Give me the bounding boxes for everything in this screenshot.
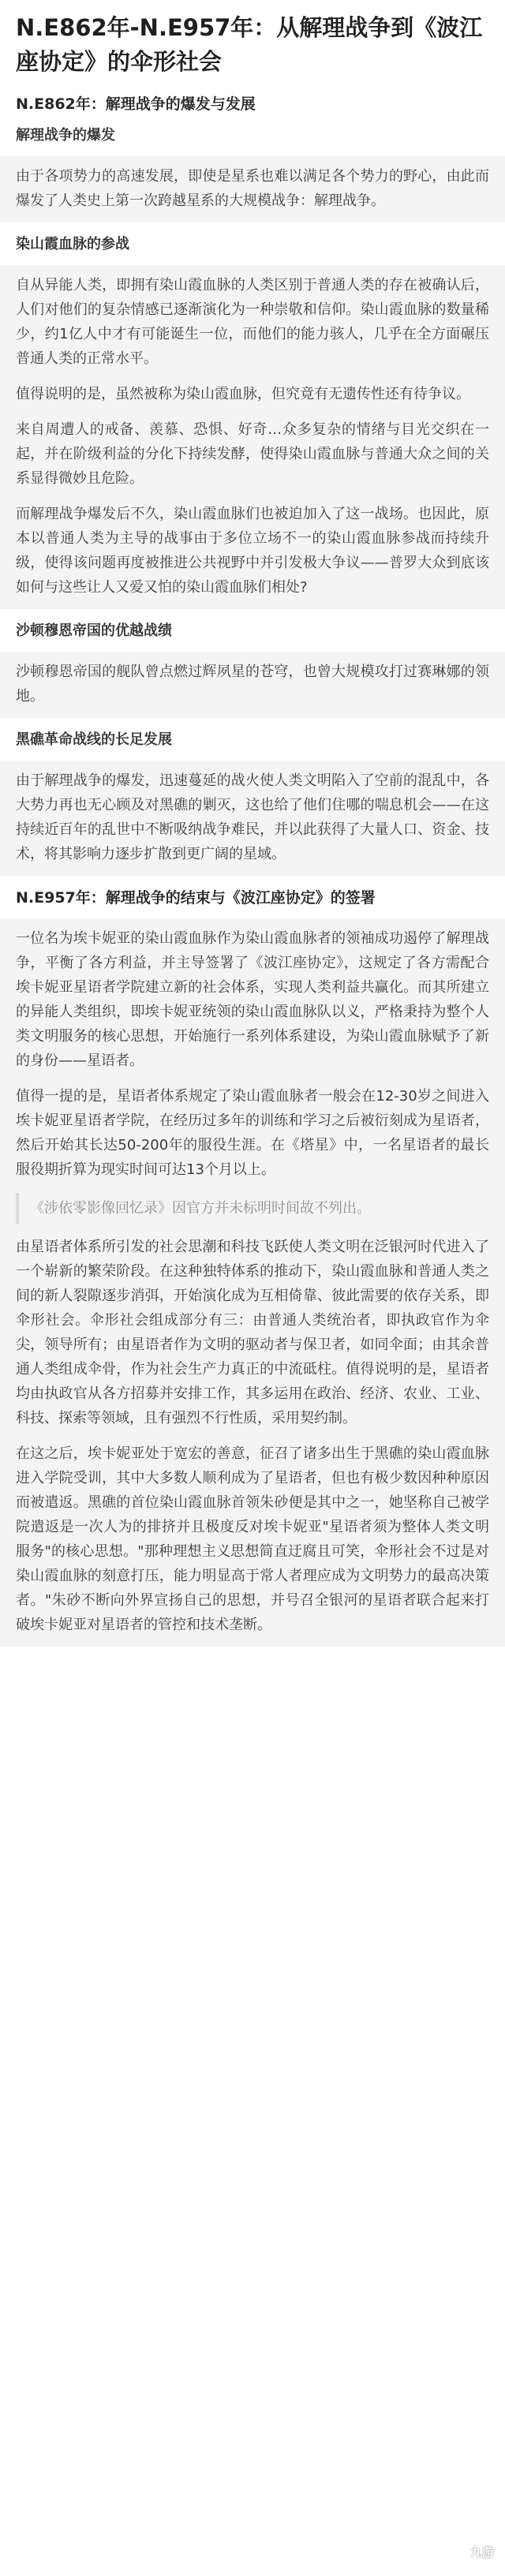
- paragraph: 值得说明的是，虽然被称为染山霞血脉，但究竟有无遗传性还有待争议。: [16, 386, 470, 402]
- section-2-block: [0, 918, 505, 1647]
- section-1: [16, 93, 489, 876]
- paragraph: 值得一提的是，星语者体系规定了染山霞血脉者一般会在12-30岁之间进入埃卡妮亚星语者学院，在经历过多年的训练和学习之后被衍刻成为星语者，然后开始其长达50-200年的服役生涯。在《塔星》中，一名星语者的最长服役期折算为现实时间可达13个月以上。: [16, 1088, 489, 1178]
- paragraph: 来自周遭人的戒备、羡慕、恐惧、好奇…众多复杂的情绪与目光交织在一起，并在阶级利益的分化下持续发酵，使得染山霞血脉与普通大众之间的关系显得微妙且危险。: [16, 421, 489, 487]
- paragraph: 而解理战争爆发后不久，染山霞血脉们也被迫加入了这一战场。也因此，原本以普通人类为主导的战事由于多位立场不一的染山霞血脉参战而持续升级，使得该问题再度被推进公共视野中并引发极大争议——普罗大众到底该如何与这些让人又爱又怕的染山霞血脉们相处?: [16, 506, 489, 596]
- subsection-2-block: [0, 265, 505, 609]
- paragraph: 由星语者体系所引发的社会思潮和科技飞跃使人类文明在泛银河时代进入了一个崭新的繁荣阶段。在这种独特体系的推动下，染山霞血脉和普通人类之间的新人裂隙逐步消弭，开始演化成为互相倚靠、彼此需要的依存关系，即伞形社会。伞形社会组成部分有三：由普通人类统治者，即执政官作为伞尖，领导所有；由星语者作为文明的驱动者与保卫者，如同伞面；由其余普通人类组成伞骨，作为社会生产力真正的中流砥柱。值得说明的是，星语者均由执政官从各方招募并安排工作，其多运用在政治、经济、农业、工业、科技、探索等领域，且有强烈不行性质，采用契约制。: [16, 1239, 489, 1426]
- paragraph: 沙顿穆恩帝国的舰队曾点燃过辉夙星的苍穹，也曾大规模攻打过赛琳娜的领地。: [16, 664, 489, 705]
- page-title: N.E862年-N.E957年：从解理战争到《波江座协定》的伞形社会: [16, 14, 483, 75]
- paragraph: 由于解理战争的爆发，迅速蔓延的战火使人类文明陷入了空前的混乱中，各大势力再也无心顾及对黑礁的剿灭，这也给了他们住哪的喘息机会——在这持续近百年的乱世中不断吸纳战争难民，并以此获得了大量人口、资金、技术，将其影响力逐步扩散到更广阔的星域。: [16, 772, 489, 862]
- paragraph: 一位名为埃卡妮亚的染山霞血脉作为染山霞血脉者的领袖成功遏停了解理战争，平衡了各方利益，并主导签署了《波江座协定》，这规定了各方需配合埃卡妮亚星语者学院建立新的社会体系，实现人类利益共赢化。而其所建立的异能人类组织，即埃卡妮亚统领的染山霞血脉队以义，严格秉持为整个人类文明服务的核心思想，开始施行一系列体系建设，为染山霞血脉赋予了新的身份——星语者。: [16, 930, 489, 1069]
- subsection-2-heading: 染山霞血脉的参战: [16, 236, 129, 252]
- subsection-1-heading: 解理战争的爆发: [16, 127, 115, 144]
- site-watermark: [453, 2544, 494, 2560]
- section-2: [16, 887, 489, 1647]
- subsection-3-heading: 沙顿穆恩帝国的优越战绩: [16, 623, 172, 639]
- blockquote: 《涉依零影像回忆录》因官方并未标明时间故不列出。: [16, 1193, 489, 1224]
- logo-icon: [453, 2545, 467, 2559]
- subsection-3-block: [0, 652, 505, 718]
- subsection-4-block: [0, 761, 505, 876]
- subsection-4-heading: 黑礁革命战线的长足发展: [16, 731, 172, 748]
- section-2-heading: N.E957年：解理战争的结束与《波江座协定》的签署: [16, 889, 376, 907]
- watermark-text: 九游: [469, 2546, 494, 2559]
- section-1-heading: N.E862年：解理战争的爆发与发展: [16, 95, 256, 113]
- paragraph: 由于各项势力的高速发展，即使是星系也难以满足各个势力的野心，由此而爆发了人类史上第一次跨越星系的大规模战争：解理战争。: [16, 168, 489, 209]
- paragraph: 在这之后，埃卡妮亚处于宽宏的善意，征召了诸多出生于黑礁的染山霞血脉进入学院受训，其中大多数人顺利成为了星语者，但也有极少数因种种原因而被遣返。黑礁的首位染山霞血脉首领朱砂便是其中之一，她坚称自己被学院遣返是一次人为的排挤并且极度反对埃卡妮亚"星语者须为整体人类文明服务"的核心思想。"那种理想主义思想简直迂腐且可笑，伞形社会不过是对染山霞血脉的刻意打压，能力明显高于常人者理应成为文明势力的最高决策者。"朱砂不断向外界宣扬自己的思想，并号召全银河的星语者联合起来打破埃卡妮亚对星语者的管控和技术垄断。: [16, 1445, 489, 1633]
- subsection-1-block: [0, 156, 505, 222]
- paragraph: 自从异能人类，即拥有染山霞血脉的人类区别于普通人类的存在被确认后，人们对他们的复杂情感已逐渐演化为一种崇敬和信仰。染山霞血脉的数量稀少，约1亿人中才有可能诞生一位，而他们的能力骇人，几乎在全方面碾压普通人类的正常水平。: [16, 277, 489, 367]
